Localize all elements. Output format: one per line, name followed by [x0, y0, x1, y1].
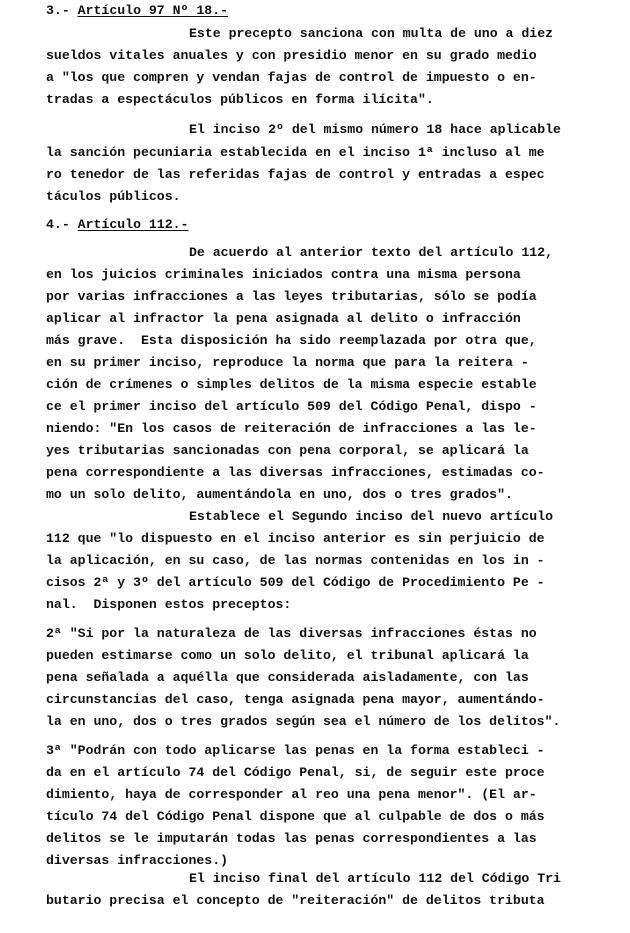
text-line: ce el primer inciso del artículo 509 del Código Penal, dispo - — [46, 399, 537, 414]
text-line: dimiento, haya de corresponder al reo una pena menor". (El ar- — [46, 787, 537, 802]
text-line: 3ª "Podrán con todo aplicarse las penas en la forma estableci - — [46, 743, 545, 758]
section-title: Artículo 97 Nº 18.- — [77, 3, 229, 18]
text-line: aplicar al infractor la pena asignada al delito o infracción — [46, 311, 521, 326]
text-line: Este precepto sanciona con multa de uno a diez — [189, 26, 554, 41]
text-line: El inciso 2º del mismo número 18 hace aplicable — [189, 122, 561, 137]
text-line: ción de crímenes o simples delitos de la misma especie estable — [46, 377, 537, 392]
text-line: da en el artículo 74 del Código Penal, si, de seguir este proce — [46, 765, 545, 780]
text-line: niendo: "En los casos de reiteración de infracciones a las le- — [46, 421, 537, 436]
section-4-heading — [46, 215, 188, 234]
text-line: tículo 74 del Código Penal dispone que al culpable de dos o más — [46, 809, 545, 824]
text-line: mo un solo delito, aumentándola en uno, dos o tres grados". — [46, 487, 513, 502]
text-line: a "los que compren y vendan fajas de control de impuesto o en- — [46, 70, 537, 85]
text-line: 2ª "Si por la naturaleza de las diversas infracciones éstas no — [46, 626, 537, 641]
section-title: Artículo 112.- — [77, 217, 189, 232]
text-line: ro tenedor de las referidas fajas de control y entradas a espec — [46, 167, 545, 182]
text-line: pena correspondiente a las diversas infracciones, estimadas co- — [46, 465, 545, 480]
text-line: en los juicios criminales iniciados contra una misma persona — [46, 267, 521, 282]
text-line: delitos se le imputarán todas las penas correspondientes a las — [46, 831, 537, 846]
text-line: sueldos vitales anuales y con presidio menor en su grado medio — [46, 48, 537, 63]
section-number: 3.- — [46, 3, 70, 18]
text-line: en su primer inciso, reproduce la norma que para la reitera - — [46, 355, 529, 370]
text-line: la en uno, dos o tres grados según sea el número de los delitos". — [46, 714, 561, 729]
text-line: pena señalada a aquélla que considerada aisladamente, con las — [46, 670, 529, 685]
text-line: El inciso final del artículo 112 del Código Tri — [189, 871, 561, 886]
section-number: 4.- — [46, 217, 70, 232]
text-line: diversas infracciones.) — [46, 853, 229, 868]
text-line: tradas a espectáculos públicos en forma ilícita". — [46, 92, 434, 107]
text-line: cisos 2ª y 3º del artículo 509 del Código de Procedimiento Pe - — [46, 575, 545, 590]
text-line: De acuerdo al anterior texto del artículo 112, — [189, 245, 554, 260]
section-3-heading — [46, 1, 228, 20]
text-line: más grave. Esta disposición ha sido reemplazada por otra que, — [46, 333, 537, 348]
text-line: por varias infracciones a las leyes tributarias, sólo se podía — [46, 289, 537, 304]
text-line: la sanción pecuniaria establecida en el inciso 1ª incluso al me — [46, 145, 545, 160]
text-line: circunstancias del caso, tenga asignada pena mayor, aumentándo- — [46, 692, 545, 707]
text-line: butario precisa el concepto de "reiteración" de delitos tributa — [46, 893, 545, 908]
text-line: pueden estimarse como un solo delito, el tribunal aplicará la — [46, 648, 529, 663]
text-line: táculos públicos. — [46, 189, 181, 204]
text-line: la aplicación, en su caso, de las normas contenidas en los in - — [46, 553, 545, 568]
text-line: Establece el Segundo inciso del nuevo artículo — [189, 509, 554, 524]
text-line: nal. Disponen estos preceptos: — [46, 597, 292, 612]
text-line: yes tributarias sancionadas con pena corporal, se aplicará la — [46, 443, 529, 458]
text-line: 112 que "lo dispuesto en el inciso anterior es sin perjuicio de — [46, 531, 545, 546]
